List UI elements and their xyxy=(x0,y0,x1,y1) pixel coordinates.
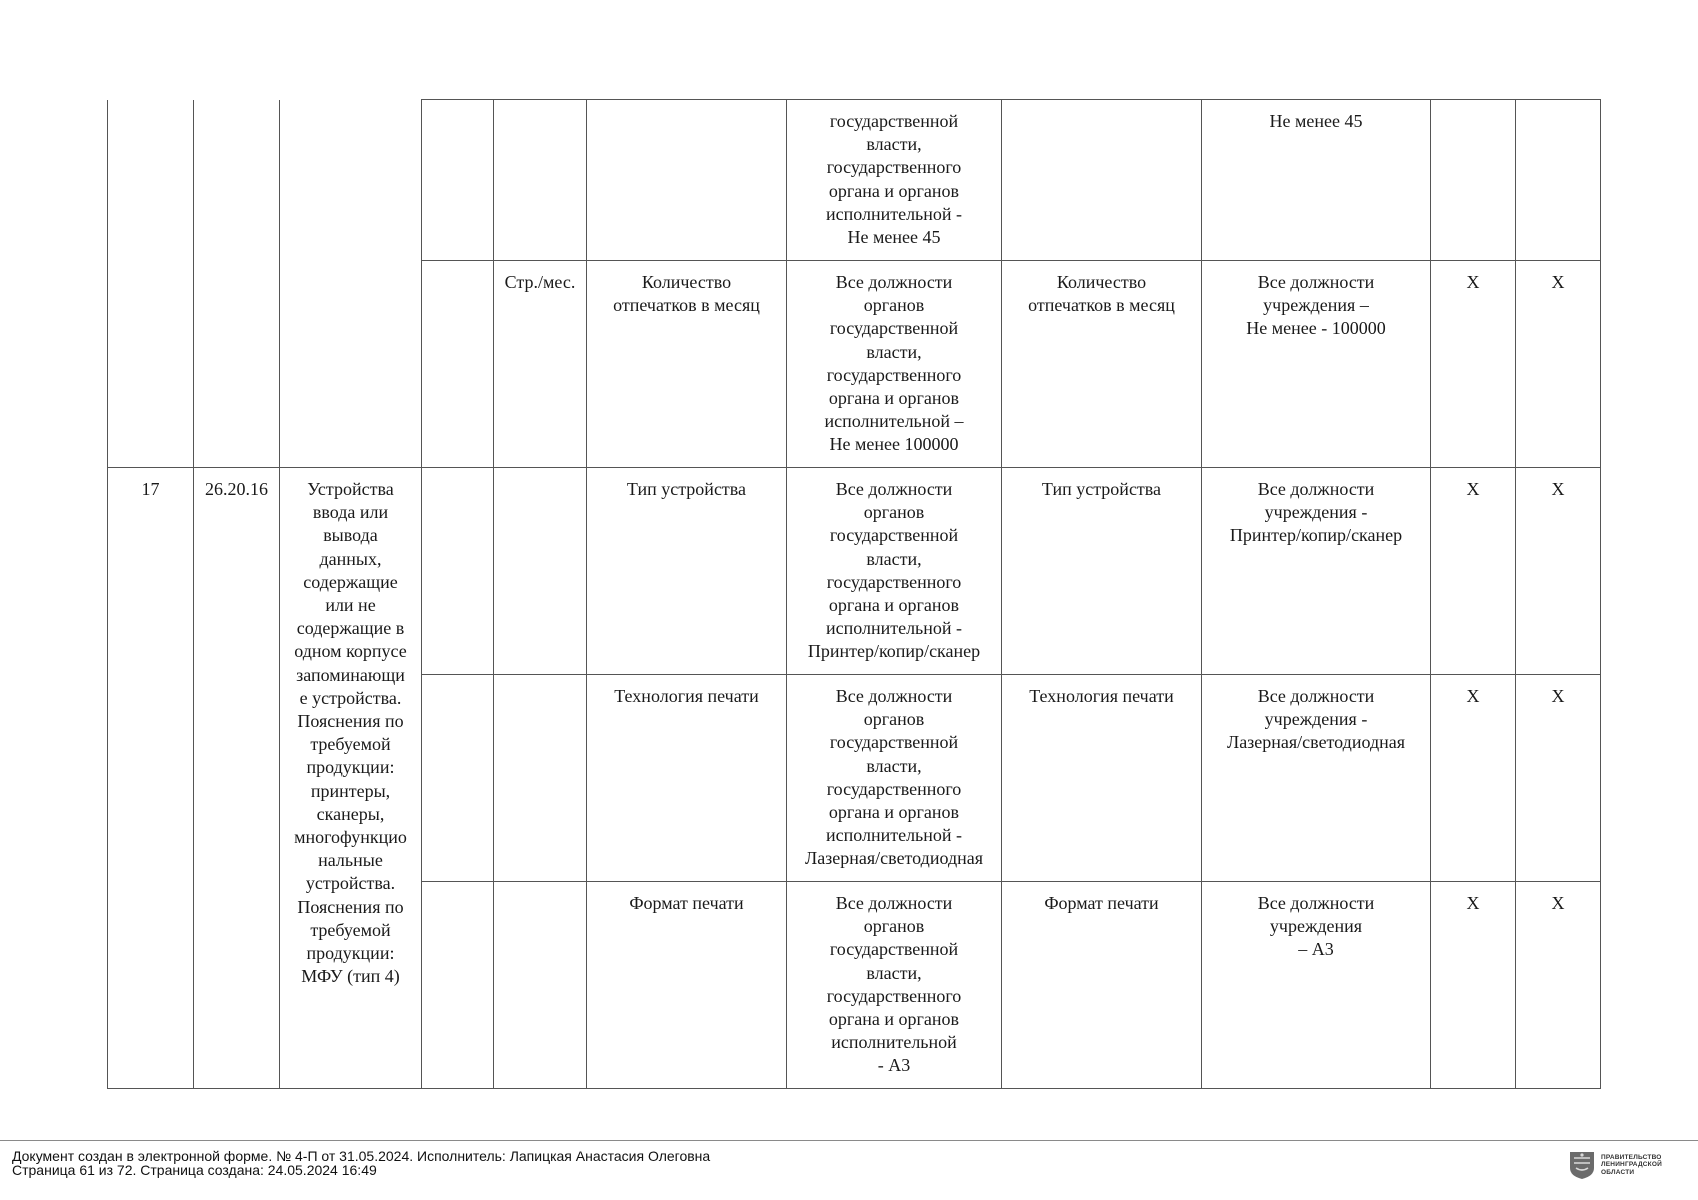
cell-mark: X xyxy=(1431,468,1516,675)
cell-value-institution: Все должности учреждения - Лазерная/светодиодная xyxy=(1202,675,1431,882)
cell-characteristic: Количество отпечатков в месяц xyxy=(587,261,787,468)
cell-value-gov: Все должности органов государственной власти, государственного органа и органов исполнительной - Принтер/копир/сканер xyxy=(787,468,1002,675)
cell-empty xyxy=(494,675,587,882)
cell-value-gov: Все должности органов государственной власти, государственного органа и органов исполнительной - А3 xyxy=(787,882,1002,1089)
cell-mark: X xyxy=(1516,261,1601,468)
table-row xyxy=(108,468,1601,675)
cell-value-institution: Все должности учреждения – Не менее - 100000 xyxy=(1202,261,1431,468)
requirements-table xyxy=(107,99,1601,1089)
cell-mark: X xyxy=(1431,675,1516,882)
cell-name-continued xyxy=(280,100,422,468)
cell-characteristic-2: Технология печати xyxy=(1002,675,1202,882)
cell-empty xyxy=(494,882,587,1089)
cell-empty xyxy=(422,468,494,675)
cell-name: Устройства ввода или вывода данных, содержащие или не содержащие в одном корпусе запоминающи е устройства. Пояснения по требуемой продукции: принтеры, сканеры, многофункцио нальные устройства. Пояснения по требуемой продукции: МФУ (тип 4) xyxy=(280,468,422,1089)
cell-value-institution: Все должности учреждения - Принтер/копир/сканер xyxy=(1202,468,1431,675)
cell-value-gov: государственной власти, государственного органа и органов исполнительной - Не менее 45 xyxy=(787,100,1002,261)
cell-mark: X xyxy=(1431,261,1516,468)
cell-code: 26.20.16 xyxy=(194,468,280,1089)
cell-mark: X xyxy=(1516,675,1601,882)
cell-num: 17 xyxy=(108,468,194,1089)
cell-mark: X xyxy=(1516,882,1601,1089)
footer-document-info: Документ создан в электронной форме. № 4-П от 31.05.2024. Исполнитель: Лапицкая Анастасия Олеговна xyxy=(12,1148,711,1164)
logo-text: ПРАВИТЕЛЬСТВО ЛЕНИНГРАДСКОЙ ОБЛАСТИ xyxy=(1601,1153,1662,1176)
cell-mark: X xyxy=(1431,882,1516,1089)
cell-empty xyxy=(494,468,587,675)
cell-empty xyxy=(422,261,494,468)
cell-empty xyxy=(422,882,494,1089)
cell-value-gov: Все должности органов государственной власти, государственного органа и органов исполнительной – Не менее 100000 xyxy=(787,261,1002,468)
cell-mark: X xyxy=(1516,468,1601,675)
cell-empty xyxy=(494,100,587,261)
cell-empty xyxy=(1431,100,1516,261)
cell-value-institution: Не менее 45 xyxy=(1202,100,1431,261)
coat-of-arms-icon xyxy=(1568,1150,1596,1180)
cell-value-gov: Все должности органов государственной власти, государственного органа и органов исполнительной - Лазерная/светодиодная xyxy=(787,675,1002,882)
cell-characteristic: Формат печати xyxy=(587,882,787,1089)
cell-characteristic-2: Количество отпечатков в месяц xyxy=(1002,261,1202,468)
cell-empty xyxy=(422,100,494,261)
cell-characteristic: Технология печати xyxy=(587,675,787,882)
footer-divider xyxy=(0,1140,1698,1141)
cell-unit: Стр./мес. xyxy=(494,261,587,468)
cell-characteristic-2: Тип устройства xyxy=(1002,468,1202,675)
cell-num-continued xyxy=(108,100,194,468)
cell-characteristic: Тип устройства xyxy=(587,468,787,675)
cell-empty xyxy=(1516,100,1601,261)
government-logo xyxy=(1568,1150,1663,1180)
cell-empty xyxy=(1002,100,1202,261)
page-footer xyxy=(12,1149,710,1177)
table-row xyxy=(108,100,1601,261)
cell-empty xyxy=(587,100,787,261)
cell-code-continued xyxy=(194,100,280,468)
footer-page-info: Страница 61 из 72. Страница создана: 24.05.2024 16:49 xyxy=(12,1162,377,1178)
cell-value-institution: Все должности учреждения – А3 xyxy=(1202,882,1431,1089)
cell-empty xyxy=(422,675,494,882)
cell-characteristic-2: Формат печати xyxy=(1002,882,1202,1089)
